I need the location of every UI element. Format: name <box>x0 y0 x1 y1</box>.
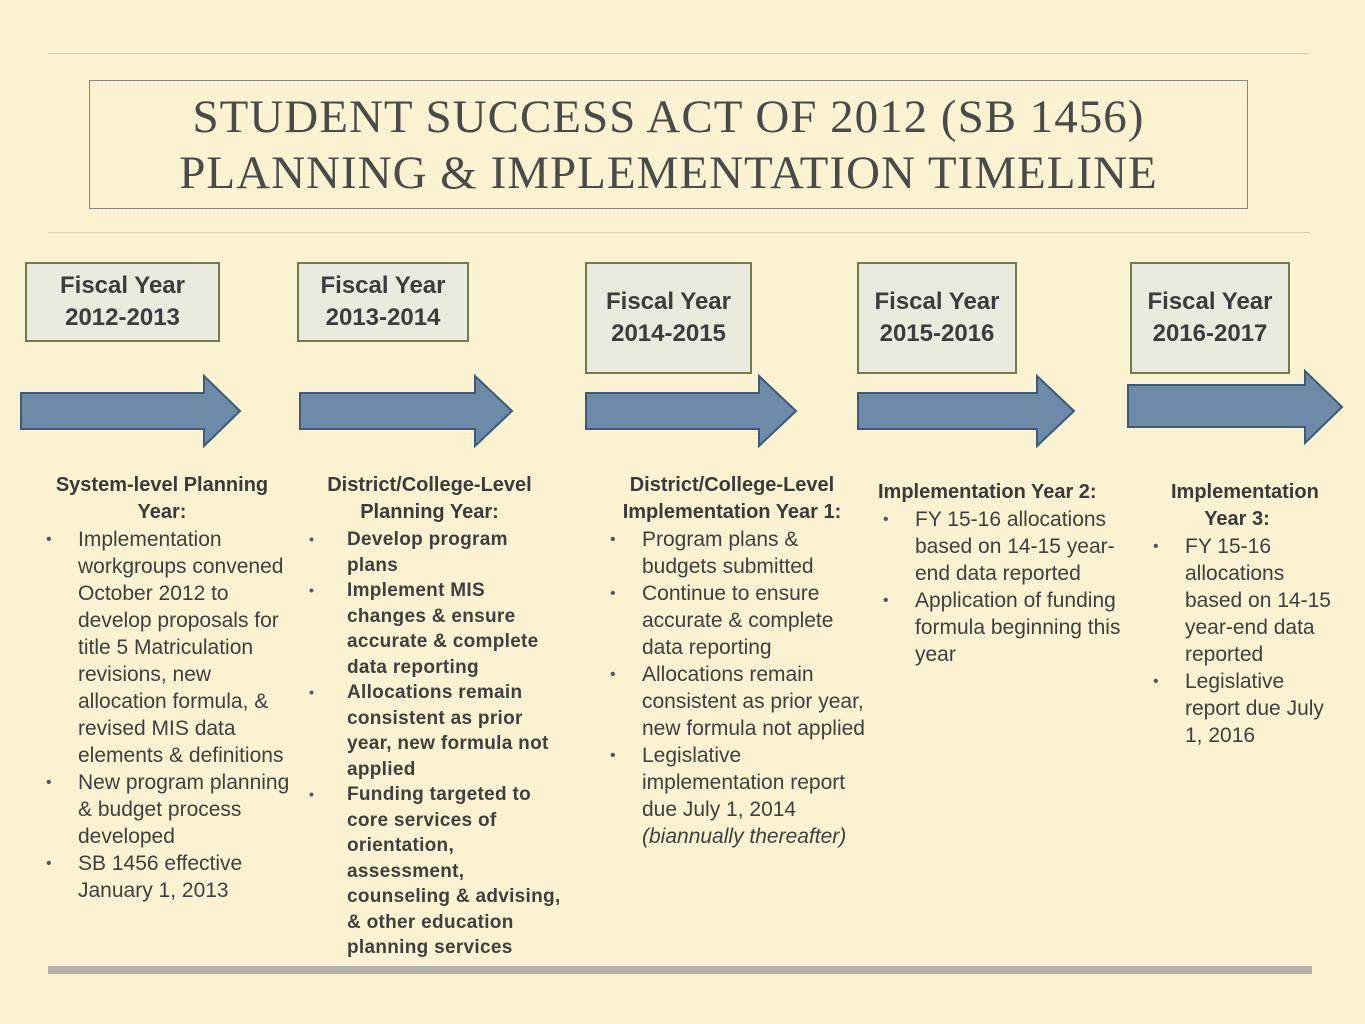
column-system-planning <box>34 472 290 904</box>
bullet-list <box>1141 533 1333 749</box>
column-heading: District/College-Level Planning Year: <box>327 474 532 523</box>
title-rule <box>48 232 1310 233</box>
page-title-line1: STUDENT SUCCESS ACT OF 2012 (SB 1456) <box>192 90 1145 143</box>
bullet-list <box>297 527 562 961</box>
list-item: • Allocations remain consistent as prior year, new formula not applied <box>598 661 868 742</box>
fiscal-year-box-2: Fiscal Year 2013-2014 <box>297 262 469 342</box>
list-item: • Implement MIS changes & ensure accurate & complete data reporting <box>297 578 562 680</box>
timeline-arrow-5 <box>1125 369 1347 447</box>
list-item: • Allocations remain consistent as prior year, new formula not applied <box>297 680 562 782</box>
column-heading: Implementation Year 3: <box>1171 481 1319 530</box>
list-item <box>598 742 868 850</box>
fiscal-year-box-1: Fiscal Year 2012-2013 <box>25 262 220 342</box>
top-rule <box>48 53 1310 54</box>
fiscal-year-box-5: Fiscal Year 2016-2017 <box>1130 262 1290 374</box>
column-implementation-year-2 <box>871 479 1137 668</box>
timeline-arrow-1 <box>18 372 244 450</box>
list-item: • FY 15-16 allocations based on 14-15 year-end data reported <box>871 506 1137 587</box>
list-item: • New program planning & budget process developed <box>34 769 290 850</box>
list-item: • Program plans & budgets submitted <box>598 526 868 580</box>
list-item: • SB 1456 effective January 1, 2013 <box>34 850 290 904</box>
bullet-list <box>34 526 290 904</box>
page-title-line2: PLANNING & IMPLEMENTATION TIMELINE <box>179 146 1158 199</box>
timeline-arrow-4 <box>855 372 1079 450</box>
column-heading: Implementation Year 2: <box>878 481 1097 503</box>
list-item-note: (biannually thereafter) <box>642 825 847 848</box>
list-item: • Implementation workgroups convened October 2012 to develop proposals for title 5 Matriculation revisions, new allocation formula, & revised MIS data elements & definitions <box>34 526 290 769</box>
bottom-divider-bar <box>48 966 1312 974</box>
column-heading: District/College-Level Implementation Year 1: <box>622 474 842 523</box>
column-implementation-year-3 <box>1141 479 1333 749</box>
list-item-text: Legislative implementation report due July 1, 2014 <box>642 744 846 821</box>
list-item: • Application of funding formula beginning this year <box>871 587 1137 668</box>
list-item: • Funding targeted to core services of orientation, assessment, counseling & advising, & other education planning services <box>297 782 562 961</box>
bullet-list <box>871 506 1137 668</box>
column-implementation-year-1 <box>598 472 868 850</box>
column-heading: System-level Planning Year: <box>55 474 269 523</box>
fiscal-year-box-3: Fiscal Year 2014-2015 <box>585 262 752 374</box>
fiscal-year-box-4: Fiscal Year 2015-2016 <box>857 262 1017 374</box>
column-district-planning <box>297 472 562 961</box>
timeline-arrow-2 <box>297 372 517 450</box>
timeline-arrow-3 <box>583 372 801 450</box>
list-item: • Develop program plans <box>297 527 562 578</box>
list-item: • FY 15-16 allocations based on 14-15 year-end data reported <box>1141 533 1333 668</box>
bullet-list <box>598 526 868 850</box>
title-box <box>89 80 1248 209</box>
list-item: • Legislative report due July 1, 2016 <box>1141 668 1333 749</box>
list-item: • Continue to ensure accurate & complete data reporting <box>598 580 868 661</box>
